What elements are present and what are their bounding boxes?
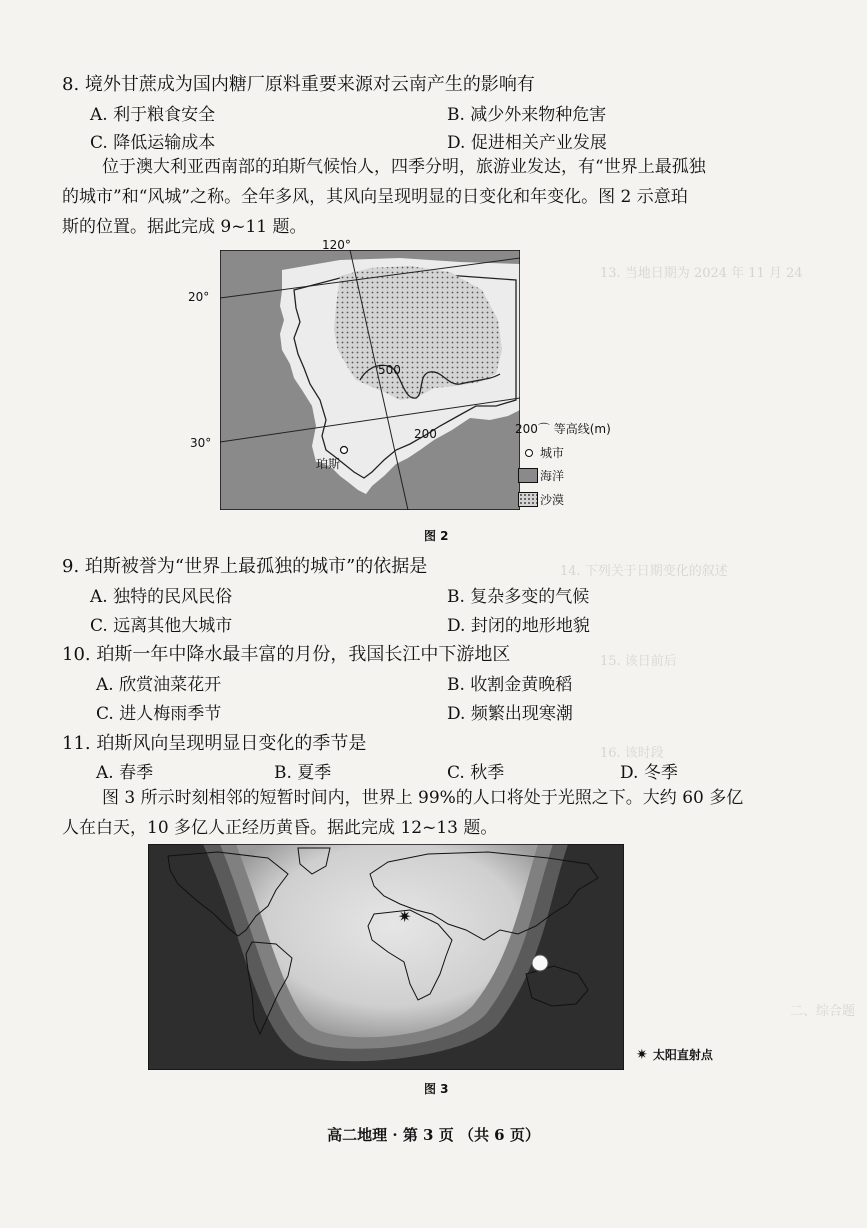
lon-label: 120° [322,238,351,252]
intro1-line1: 位于澳大利亚西南部的珀斯气候怡人，四季分明，旅游业发达，有“世界上最孤独 [102,157,706,177]
question-10-stem: 10. 珀斯一年中降水最丰富的月份，我国长江中下游地区 [62,644,511,665]
figure-3-caption: 图 3 [424,1082,449,1096]
page-footer: 高二地理 · 第 3 页 （共 6 页） [327,1126,540,1144]
intro1-line2: 的城市”和“风城”之称。全年多风，其风向呈现明显的日变化和年变化。图 2 示意珀 [62,187,688,207]
figure-2-caption: 图 2 [424,529,449,543]
sun-icon: ✷ [636,1047,648,1063]
contour-200-label: 200 [414,427,437,441]
bleed-through-text: 二、综合题 [790,1004,856,1019]
question-9-option-d: D. 封闭的地形地貌 [447,616,590,636]
question-9-stem: 9. 珀斯被誉为“世界上最孤独的城市”的依据是 [62,556,428,577]
question-8-option-b: B. 减少外来物种危害 [447,105,607,125]
city-label: 珀斯 [316,457,341,471]
legend-contour: 200⌒ 等高线(m) [515,422,611,436]
bleed-through-text: 14. 下列关于日期变化的叙述 [560,564,728,579]
bleed-through-text: 15. 该日前后 [600,654,677,669]
question-11-option-b: B. 夏季 [274,763,332,783]
question-9-option-c: C. 远离其他大城市 [90,616,233,636]
city-perth-marker [341,447,348,454]
intro-paragraph-1 [62,152,822,242]
legend-desert-swatch [518,492,538,507]
bleed-through-text: 13. 当地日期为 2024 年 11 月 24 [600,266,803,281]
intro1-line3: 斯的位置。据此完成 9~11 题。 [62,217,307,237]
legend-city-icon [525,449,533,457]
figure-3-legend [636,1044,713,1063]
legend-subsolar: 太阳直射点 [652,1048,713,1062]
lat30-label: 30° [190,436,212,450]
figure-2-legend [515,420,625,520]
question-11-option-d: D. 冬季 [620,763,678,783]
question-11-option-c: C. 秋季 [447,763,505,783]
question-9-option-a: A. 独特的民风民俗 [90,587,233,607]
figure-3-map [148,844,624,1070]
legend-desert: 沙漠 [540,493,565,507]
intro2-line1: 图 3 所示时刻相邻的短暂时间内，世界上 99%的人口将处于光照之下。大约 60 多亿 [102,788,744,808]
figure-2-map [220,250,520,510]
intro2-line2: 人在白天，10 多亿人正经历黄昏。据此完成 12~13 题。 [62,818,498,838]
question-10-option-a: A. 欣赏油菜花开 [96,675,222,695]
lat20-label: 20° [188,290,210,304]
question-11-option-a: A. 春季 [96,763,154,783]
question-9-option-b: B. 复杂多变的气候 [447,587,590,607]
question-11-stem: 11. 珀斯风向呈现明显日变化的季节是 [62,733,367,754]
bleed-through-text: 16. 该时段 [600,746,664,761]
question-8-option-d: D. 促进相关产业发展 [447,133,607,153]
contour-500-label: 500 [378,363,401,377]
question-8-stem: 8. 境外甘蔗成为国内糖厂原料重要来源对云南产生的影响有 [62,74,535,95]
legend-city: 城市 [540,446,565,460]
question-10-option-c: C. 进人梅雨季节 [96,704,222,724]
question-8-option-c: C. 降低运输成本 [90,133,216,153]
legend-ocean-swatch [518,468,538,483]
legend-ocean: 海洋 [540,469,565,483]
white-circle-marker [532,955,548,971]
question-10-option-b: B. 收割金黄晚稻 [447,675,573,695]
subsolar-point-marker: ✷ [398,907,412,926]
question-8-option-a: A. 利于粮食安全 [90,105,216,125]
question-10-option-d: D. 频繁出现寒潮 [447,704,573,724]
intro-paragraph-2 [62,783,842,843]
